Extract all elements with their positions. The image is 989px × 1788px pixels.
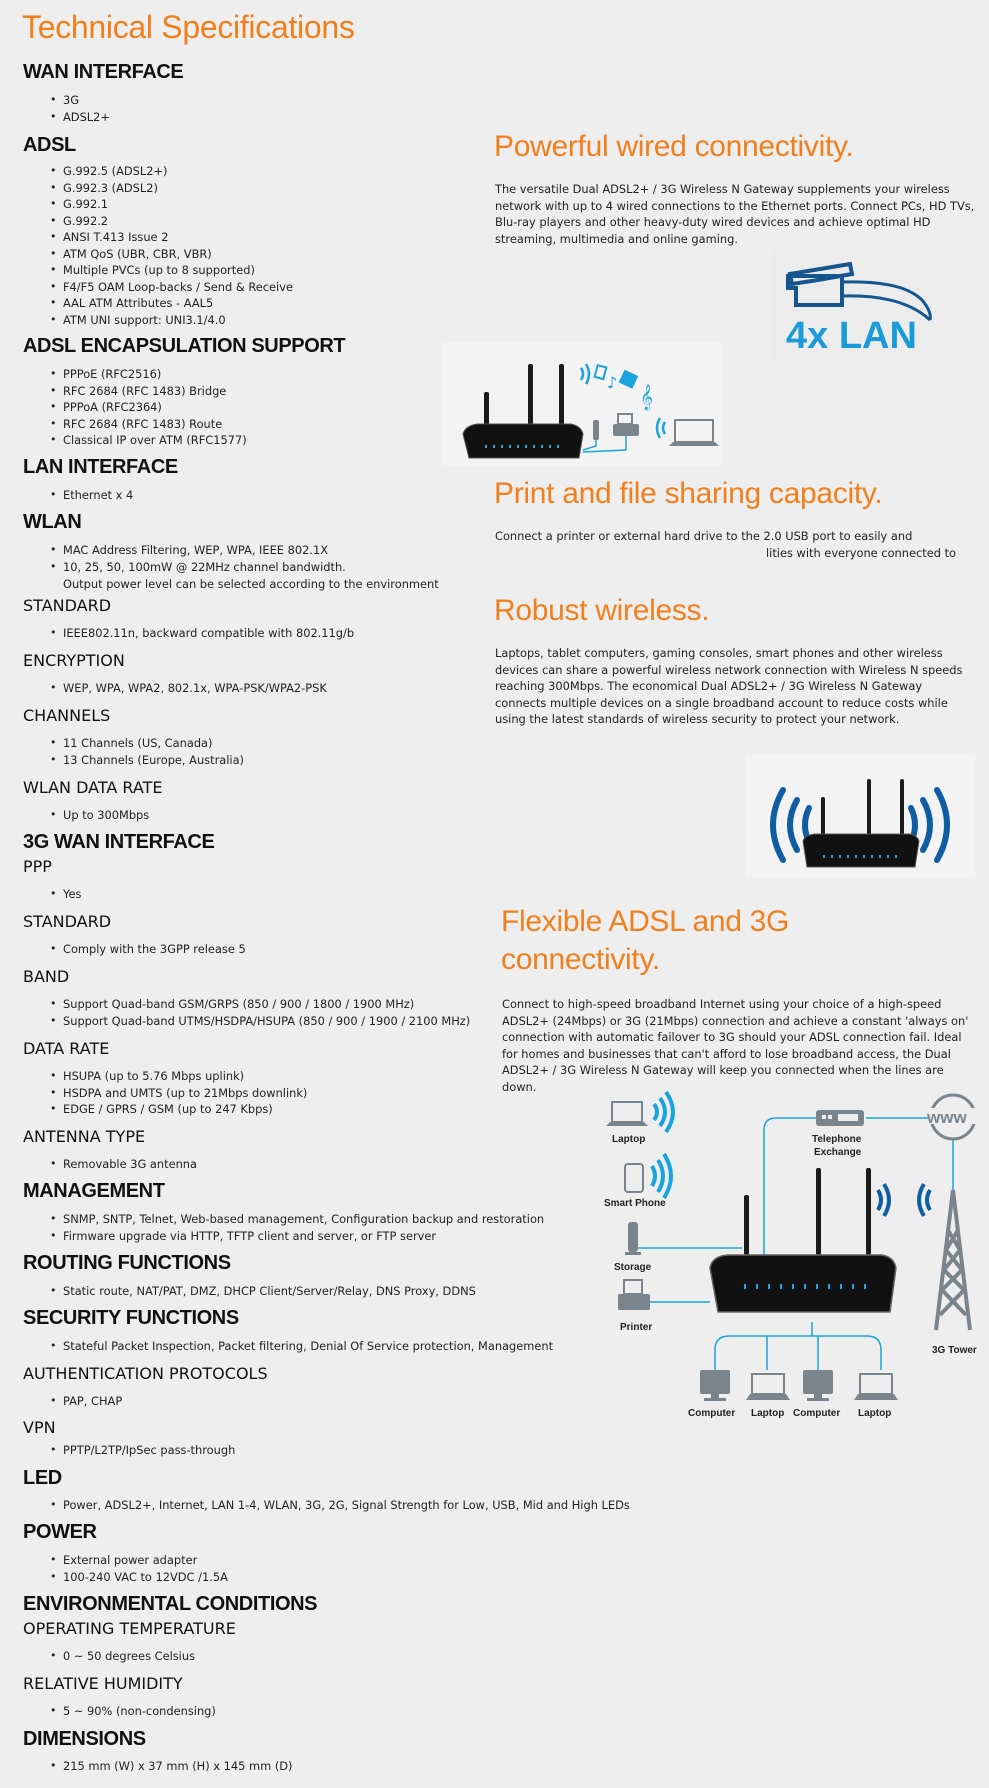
section-heading-operating-temperature: OPERATING TEMPERATURE xyxy=(23,1619,236,1638)
router-usb-sharing-image xyxy=(443,342,723,466)
lan-port-image xyxy=(772,250,952,360)
section-heading-3g-wan-interface: 3G WAN INTERFACE xyxy=(23,831,215,853)
list-item: • Comply with the 3GPP release 5 xyxy=(63,941,246,958)
svg-text:3G Tower: 3G Tower xyxy=(932,1345,977,1356)
svg-text:Laptop: Laptop xyxy=(612,1134,646,1145)
list-item: • 0 ~ 50 degrees Celsius xyxy=(63,1648,195,1665)
list-item: • IEEE802.11n, backward compatible with 802.11g/b xyxy=(63,625,354,642)
section-heading-security-functions: SECURITY FUNCTIONS xyxy=(23,1307,239,1329)
ppp-list xyxy=(63,886,81,903)
list-item: • ANSI T.413 Issue 2 xyxy=(63,229,293,246)
section-heading-power: POWER xyxy=(23,1521,97,1543)
list-item: • External power adapter xyxy=(63,1552,228,1569)
list-item: • 11 Channels (US, Canada) xyxy=(63,735,244,752)
feature-title-sharing: Print and file sharing capacity. xyxy=(494,477,883,510)
svg-text:Computer: Computer xyxy=(688,1408,736,1419)
list-item: • PPPoE (RFC2516) xyxy=(63,366,247,383)
router-wireless-image xyxy=(745,755,975,877)
band-list xyxy=(63,996,470,1029)
operating-temperature-list xyxy=(63,1648,195,1665)
feature-body-wireless: Laptops, tablet computers, gaming consoles, smart phones and other wireless devices can share a powerful wireless network connection with Wireless N speeds reaching 300Mbps. The economical Dual ADSL2+ / 3G Wireless N Gateway connects multiple devices on a single broadband account to reduce costs while using the latest standards of wireless security to protect your network. xyxy=(495,646,963,726)
computer-icon xyxy=(700,1370,730,1401)
list-item-continuation: Output power level can be selected according to the environment xyxy=(63,577,439,591)
list-item: • ATM UNI support: UNI3.1/4.0 xyxy=(63,312,293,329)
list-item: • WEP, WPA, WPA2, 802.1x, WPA-PSK/WPA2-PSK xyxy=(63,680,327,697)
svg-text:Computer: Computer xyxy=(793,1408,841,1419)
list-item: • Ethernet x 4 xyxy=(63,487,133,504)
list-item: • Support Quad-band GSM/GRPS (850 / 900 / 1800 / 1900 MHz) xyxy=(63,996,470,1013)
channels-list xyxy=(63,735,244,768)
list-item: • HSUPA (up to 5.76 Mbps uplink) xyxy=(63,1068,307,1085)
svg-text:𝄞: 𝄞 xyxy=(640,385,654,410)
encryption-list xyxy=(63,680,327,697)
svg-text:Storage: Storage xyxy=(614,1262,652,1273)
list-item: • SNMP, SNTP, Telnet, Web-based management, Configuration backup and restoration xyxy=(63,1211,544,1228)
list-item: • Removable 3G antenna xyxy=(63,1156,197,1173)
list-item: • Static route, NAT/PAT, DMZ, DHCP Client/Server/Relay, DNS Proxy, DDNS xyxy=(63,1283,476,1300)
section-heading-environmental: ENVIRONMENTAL CONDITIONS xyxy=(23,1593,318,1615)
feature-body-sharing xyxy=(495,528,975,561)
list-item: • PAP, CHAP xyxy=(63,1393,122,1410)
section-heading-adsl-encapsulation: ADSL ENCAPSULATION SUPPORT xyxy=(23,335,346,357)
router-icon xyxy=(710,1255,896,1312)
list-item: • Stateful Packet Inspection, Packet filtering, Denial Of Service protection, Management xyxy=(63,1338,553,1355)
section-heading-relative-humidity: RELATIVE HUMIDITY xyxy=(23,1674,183,1693)
section-heading-adsl: ADSL xyxy=(23,134,76,156)
management-list xyxy=(63,1211,544,1244)
list-item: • G.992.5 (ADSL2+) xyxy=(63,163,293,180)
feature-body-flexible: Connect to high-speed broadband Internet using your choice of a high-speed ADSL2+ (24Mbps) or 3G (21Mbps) connection and achieve a constant 'always on' connection with automatic failover to 3G should your ADSL connection fail. Ideal for homes and businesses that can't afford to lose broadband access, the Dual ADSL2+ / 3G Wireless N Gateway will keep you connected when the lines are down. xyxy=(502,997,969,1094)
computer-icon xyxy=(803,1370,833,1401)
section-heading-band: BAND xyxy=(23,967,70,986)
section-heading-ppp: PPP xyxy=(23,857,52,876)
antenna-type-list xyxy=(63,1156,197,1173)
list-item: • G.992.1 xyxy=(63,196,293,213)
section-heading-management: MANAGEMENT xyxy=(23,1180,165,1202)
section-heading-wlan: WLAN xyxy=(23,511,82,533)
relative-humidity-list xyxy=(63,1703,216,1720)
telephone-exchange-icon xyxy=(816,1110,864,1126)
svg-text:www: www xyxy=(927,1108,967,1127)
svg-text:Smart Phone: Smart Phone xyxy=(604,1198,666,1209)
3g-standard-list xyxy=(63,941,246,958)
section-heading-routing-functions: ROUTING FUNCTIONS xyxy=(23,1252,231,1274)
svg-text:Laptop: Laptop xyxy=(751,1408,785,1419)
usb-drive-icon xyxy=(593,420,599,440)
smart-phone-icon xyxy=(625,1164,643,1192)
ethernet-plug-icon xyxy=(772,250,952,360)
list-item: • Support Quad-band UTMS/HSDPA/HSUPA (850 / 900 / 1900 / 2100 MHz) xyxy=(63,1013,470,1030)
laptop-icon xyxy=(606,1102,648,1126)
section-heading-wlan-standard: STANDARD xyxy=(23,596,112,615)
led-list xyxy=(63,1497,630,1514)
wifi-signal-icon xyxy=(654,1092,673,1132)
wifi-signal-icon xyxy=(878,1184,930,1216)
feature-title-wired: Powerful wired connectivity. xyxy=(494,130,854,163)
svg-text:♪: ♪ xyxy=(607,373,618,392)
routing-list xyxy=(63,1283,476,1300)
dimensions-list xyxy=(63,1758,293,1775)
svg-text:Exchange: Exchange xyxy=(814,1147,862,1158)
feature-title-flexible xyxy=(501,903,789,979)
list-item: • G.992.3 (ADSL2) xyxy=(63,180,293,197)
section-heading-dimensions: DIMENSIONS xyxy=(23,1728,146,1750)
power-list xyxy=(63,1552,228,1585)
printer-icon xyxy=(618,1280,650,1310)
feature-title-flexible-line2: connectivity. xyxy=(501,943,660,976)
svg-text:Printer: Printer xyxy=(620,1322,653,1333)
section-heading-encryption: ENCRYPTION xyxy=(23,651,125,670)
list-item: • RFC 2684 (RFC 1483) Bridge xyxy=(63,383,247,400)
list-item: • F4/F5 OAM Loop-backs / Send & Receive xyxy=(63,279,293,296)
wlan-data-rate-list xyxy=(63,807,149,824)
list-item: • Classical IP over ATM (RFC1577) xyxy=(63,432,247,449)
list-item: • PPPoA (RFC2364) xyxy=(63,399,247,416)
list-item-text: 10, 25, 50, 100mW @ 22MHz channel bandwidth. xyxy=(63,559,346,574)
network-diagram xyxy=(590,1090,989,1425)
section-heading-led: LED xyxy=(23,1467,62,1489)
svg-text:4x LAN: 4x LAN xyxy=(786,315,917,357)
section-heading-authentication: AUTHENTICATION PROTOCOLS xyxy=(23,1364,268,1383)
adsl-encapsulation-list xyxy=(63,366,247,449)
laptop-icon xyxy=(746,1374,790,1400)
data-rate-list xyxy=(63,1068,307,1118)
list-item: • ATM QoS (UBR, CBR, VBR) xyxy=(63,246,293,263)
section-heading-3g-standard: STANDARD xyxy=(23,912,112,931)
wifi-signal-icon xyxy=(652,1154,671,1198)
section-heading-antenna-type: ANTENNA TYPE xyxy=(23,1127,146,1146)
list-item: • Multiple PVCs (up to 8 supported) xyxy=(63,262,293,279)
list-item: • 215 mm (W) x 37 mm (H) x 145 mm (D) xyxy=(63,1758,293,1775)
list-item: • EDGE / GPRS / GSM (up to 247 Kbps) xyxy=(63,1101,307,1118)
list-item: • AAL ATM Attributes - AAL5 xyxy=(63,295,293,312)
section-heading-wan-interface: WAN INTERFACE xyxy=(23,61,184,83)
list-item: • Power, ADSL2+, Internet, LAN 1-4, WLAN, 3G, 2G, Signal Strength for Low, USB, Mid and High LEDs xyxy=(63,1497,630,1514)
list-item: • Up to 300Mbps xyxy=(63,807,149,824)
section-heading-data-rate: DATA RATE xyxy=(23,1039,110,1058)
www-globe-icon xyxy=(926,1095,978,1139)
feature-title-wireless: Robust wireless. xyxy=(494,594,710,627)
list-item: • G.992.2 xyxy=(63,213,293,230)
list-item: • Firmware upgrade via HTTP, TFTP client and server, or FTP server xyxy=(63,1228,544,1245)
list-item xyxy=(63,559,439,593)
laptop-icon xyxy=(854,1374,898,1400)
svg-text:Laptop: Laptop xyxy=(858,1408,892,1419)
list-item: • PPTP/L2TP/IpSec pass-through xyxy=(63,1442,235,1459)
feature-body-sharing-line1: Connect a printer or external hard drive to the 2.0 USB port to easily and xyxy=(495,529,913,543)
list-item: • 5 ~ 90% (non-condensing) xyxy=(63,1703,216,1720)
3g-tower-icon xyxy=(936,1190,970,1330)
storage-icon xyxy=(625,1222,641,1255)
wan-interface-list xyxy=(63,92,110,125)
feature-body-wired: The versatile Dual ADSL2+ / 3G Wireless N Gateway supplements your wireless network with up to 4 wired connections to the Ethernet ports. Connect PCs, HD TVs, Blu-ray players and other heavy-duty wired devices and achieve optimal HD streaming, multimedia and online gaming. xyxy=(495,182,975,246)
list-item: • HSDPA and UMTS (up to 21Mbps downlink) xyxy=(63,1085,307,1102)
wlan-standard-list xyxy=(63,625,354,642)
svg-text:Telephone: Telephone xyxy=(812,1134,862,1145)
list-item: • Yes xyxy=(63,886,81,903)
list-item: • 100-240 VAC to 12VDC /1.5A xyxy=(63,1569,228,1586)
list-item: • ADSL2+ xyxy=(63,109,110,126)
list-item: • 13 Channels (Europe, Australia) xyxy=(63,752,244,769)
lan-interface-list xyxy=(63,487,133,504)
section-heading-channels: CHANNELS xyxy=(23,706,111,725)
adsl-list xyxy=(63,163,293,328)
authentication-list xyxy=(63,1393,122,1410)
list-item: • MAC Address Filtering, WEP, WPA, IEEE 802.1X xyxy=(63,542,439,559)
section-heading-vpn: VPN xyxy=(23,1418,56,1437)
feature-body-sharing-line2: lities with everyone connected to xyxy=(766,545,957,560)
vpn-list xyxy=(63,1442,235,1459)
page-title: Technical Specifications xyxy=(22,9,355,45)
feature-title-flexible-line1: Flexible ADSL and 3G xyxy=(501,905,790,938)
list-item: • RFC 2684 (RFC 1483) Route xyxy=(63,416,247,433)
list-item: • 3G xyxy=(63,92,110,109)
section-heading-lan-interface: LAN INTERFACE xyxy=(23,456,178,478)
section-heading-wlan-data-rate: WLAN DATA RATE xyxy=(23,778,163,797)
security-list xyxy=(63,1338,553,1355)
wlan-list xyxy=(63,542,439,593)
